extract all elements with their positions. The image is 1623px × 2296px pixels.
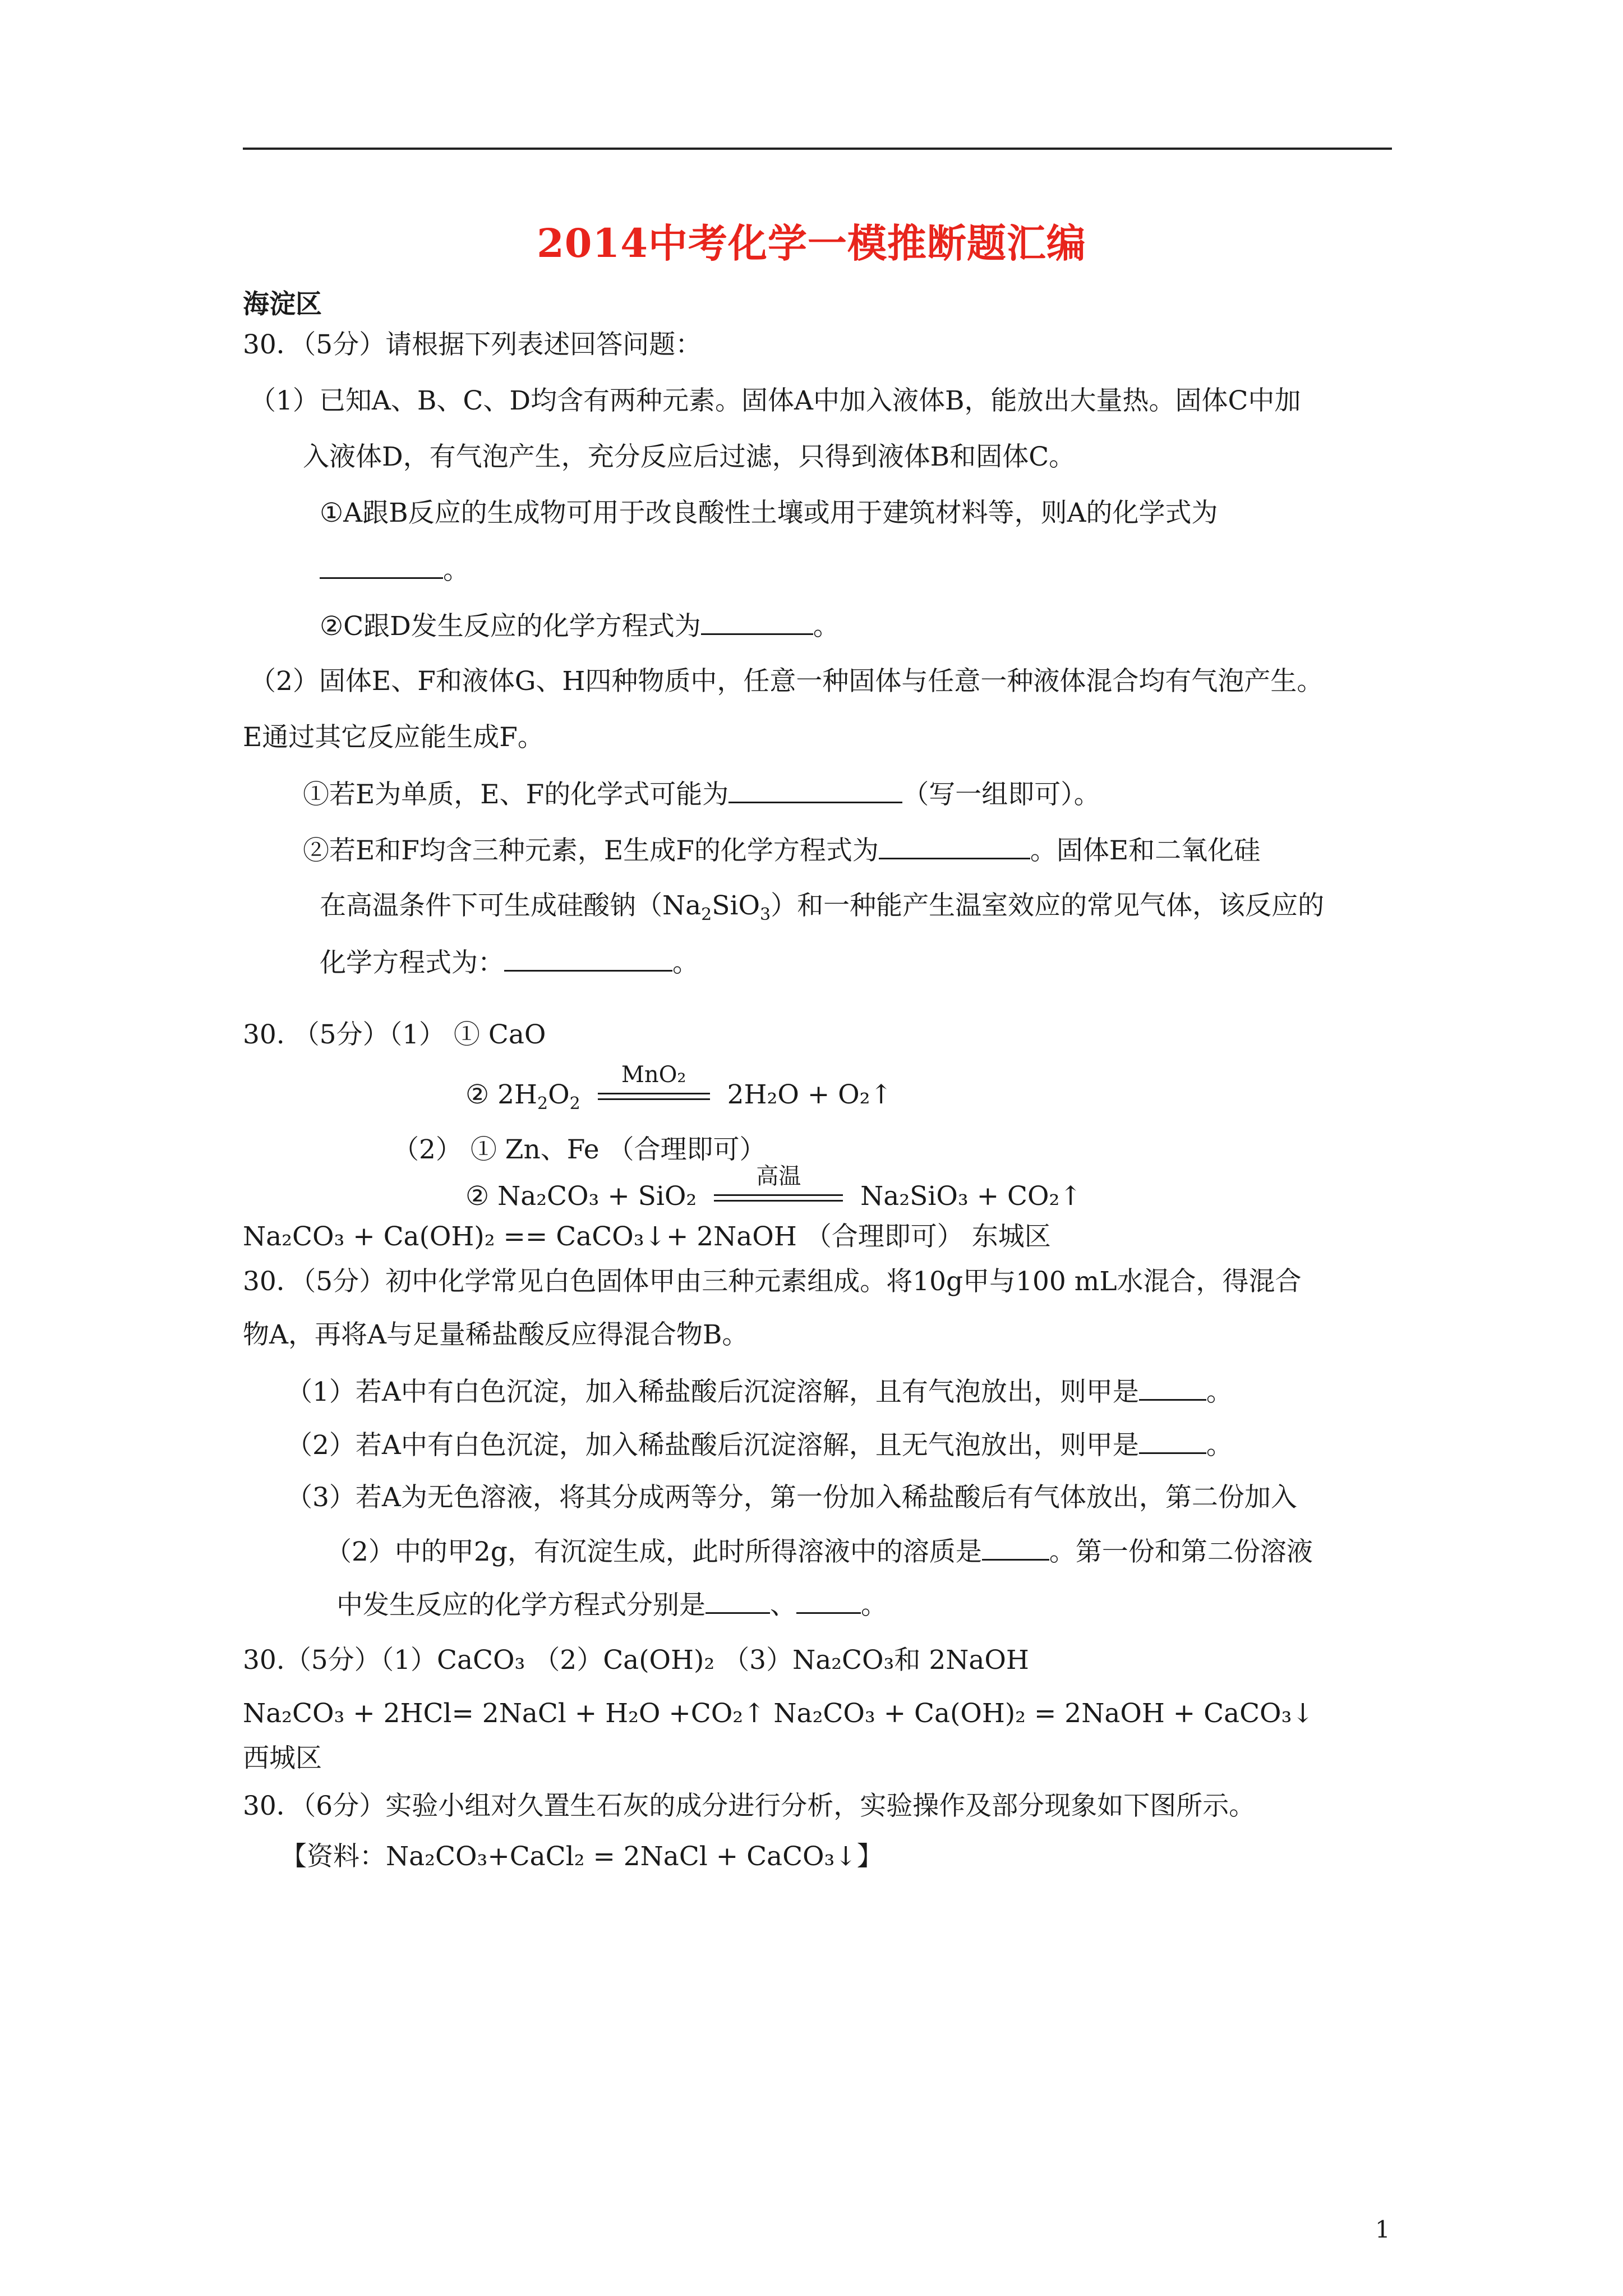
question-text: （2）若A中有白色沉淀，加入稀盐酸后沉淀溶解，且无气泡放出，则甲是 。 xyxy=(286,1428,1233,1462)
answer-blank[interactable] xyxy=(1139,1374,1206,1401)
answer-equation: ② Na₂CO₃ + SiO₂ 高温 Na₂SiO₃ + CO₂↑ xyxy=(465,1180,1082,1213)
question-text: 入液体D，有气泡产生，充分反应后过滤，只得到液体B和固体C。 xyxy=(303,441,1076,472)
question-text: 物A，再将A与足量稀盐酸反应得混合物B。 xyxy=(243,1319,749,1350)
answer-blank[interactable] xyxy=(728,777,902,803)
document-title: 2014中考化学一模推断题汇编 xyxy=(537,220,1086,266)
question-text: （1）若A中有白色沉淀，加入稀盐酸后沉淀溶解，且有气泡放出，则甲是 。 xyxy=(286,1374,1233,1409)
answer-line: Na₂CO₃ + Ca(OH)₂ == CaCO₃↓+ 2NaOH （合理即可） 东城区 xyxy=(243,1221,1051,1252)
header-rule xyxy=(243,148,1392,150)
answer-blank[interactable] xyxy=(504,945,672,972)
page-number: 1 xyxy=(1375,2216,1390,2243)
question-text: 30．（6分）实验小组对久置生石灰的成分进行分析，实验操作及部分现象如下图所示。 xyxy=(243,1791,1256,1821)
district-heading-haidian: 海淀区 xyxy=(243,289,322,320)
district-heading-xicheng: 西城区 xyxy=(243,1743,322,1774)
answer-blank[interactable] xyxy=(701,609,813,635)
answer-line: 30.（5分）（1）CaCO₃ （2）Ca(OH)₂ （3）Na₂CO₃和 2NaOH xyxy=(243,1645,1029,1676)
answer-blank[interactable] xyxy=(879,833,1030,859)
reaction-condition: MnO₂ xyxy=(621,1062,686,1088)
question-header: 30．（5分）请根据下列表述回答问题： xyxy=(243,329,702,360)
answer-line: Na₂CO₃ + 2HCl= 2NaCl + H₂O +CO₂↑ Na₂CO₃ + Ca(OH)₂ = 2NaOH + CaCO₃↓ xyxy=(243,1698,1314,1729)
answer-blank[interactable] xyxy=(1139,1428,1206,1454)
answer-blank[interactable] xyxy=(796,1588,861,1614)
question-text: （2）固体E、F和液体G、H四种物质中，任意一种固体与任意一种液体混合均有气泡产生。 xyxy=(250,666,1324,697)
question-text: ②C跟D发生反应的化学方程式为 。 xyxy=(320,609,840,643)
answer-blank[interactable] xyxy=(706,1588,770,1614)
reference-note: 【资料：Na₂CO₃+CaCl₂ = 2NaCl + CaCO₃↓】 xyxy=(280,1841,883,1872)
question-text: ①A跟B反应的生成物可用于改良酸性土壤或用于建筑材料等，则A的化学式为 xyxy=(320,498,1218,528)
question-text: （1）已知A、B、C、D均含有两种元素。固体A中加入液体B，能放出大量热。固体C中加 xyxy=(250,385,1301,416)
reaction-condition: 高温 xyxy=(756,1163,801,1189)
question-text: 30．（5分）初中化学常见白色固体甲由三种元素组成。将10g甲与100 mL水混合，得混合 xyxy=(243,1266,1302,1297)
question-text: 中发生反应的化学方程式分别是 、 。 xyxy=(336,1588,887,1622)
reaction-arrow xyxy=(598,1062,710,1112)
question-text: E通过其它反应能生成F。 xyxy=(243,722,544,753)
answer-blank[interactable] xyxy=(982,1534,1049,1561)
answer-blank[interactable] xyxy=(320,553,443,579)
question-text: 在高温条件下可生成硅酸钠$(Na_2SiO_3)$和一种能产生温室效应的常见气体，该反应的 xyxy=(320,890,1325,924)
question-text: ②若E和F均含三种元素，E生成F的化学方程式为 。固体E和二氧化硅 xyxy=(303,833,1260,868)
reaction-arrow xyxy=(714,1163,843,1213)
question-text: 化学方程式为： 。 xyxy=(320,945,699,980)
question-text: ①若E为单质，E、F的化学式可能为 （写一组即可）。 xyxy=(303,777,1100,812)
answer-line: （2） ① Zn、Fe （合理即可） xyxy=(393,1134,766,1165)
answer-equation: ② $2H_2O_2$ MnO₂ 2H₂O + O₂↑ xyxy=(465,1078,892,1112)
question-text: （2）中的甲2g，有沉淀生成，此时所得溶液中的溶质是 。第一份和第二份溶液 xyxy=(325,1534,1313,1569)
answer-blank-line: 。 xyxy=(320,553,469,587)
answer-line: 30. （5分）（1） ① CaO xyxy=(243,1019,546,1050)
question-text: （3）若A为无色溶液，将其分成两等分，第一份加入稀盐酸后有气体放出，第二份加入 xyxy=(286,1482,1297,1513)
